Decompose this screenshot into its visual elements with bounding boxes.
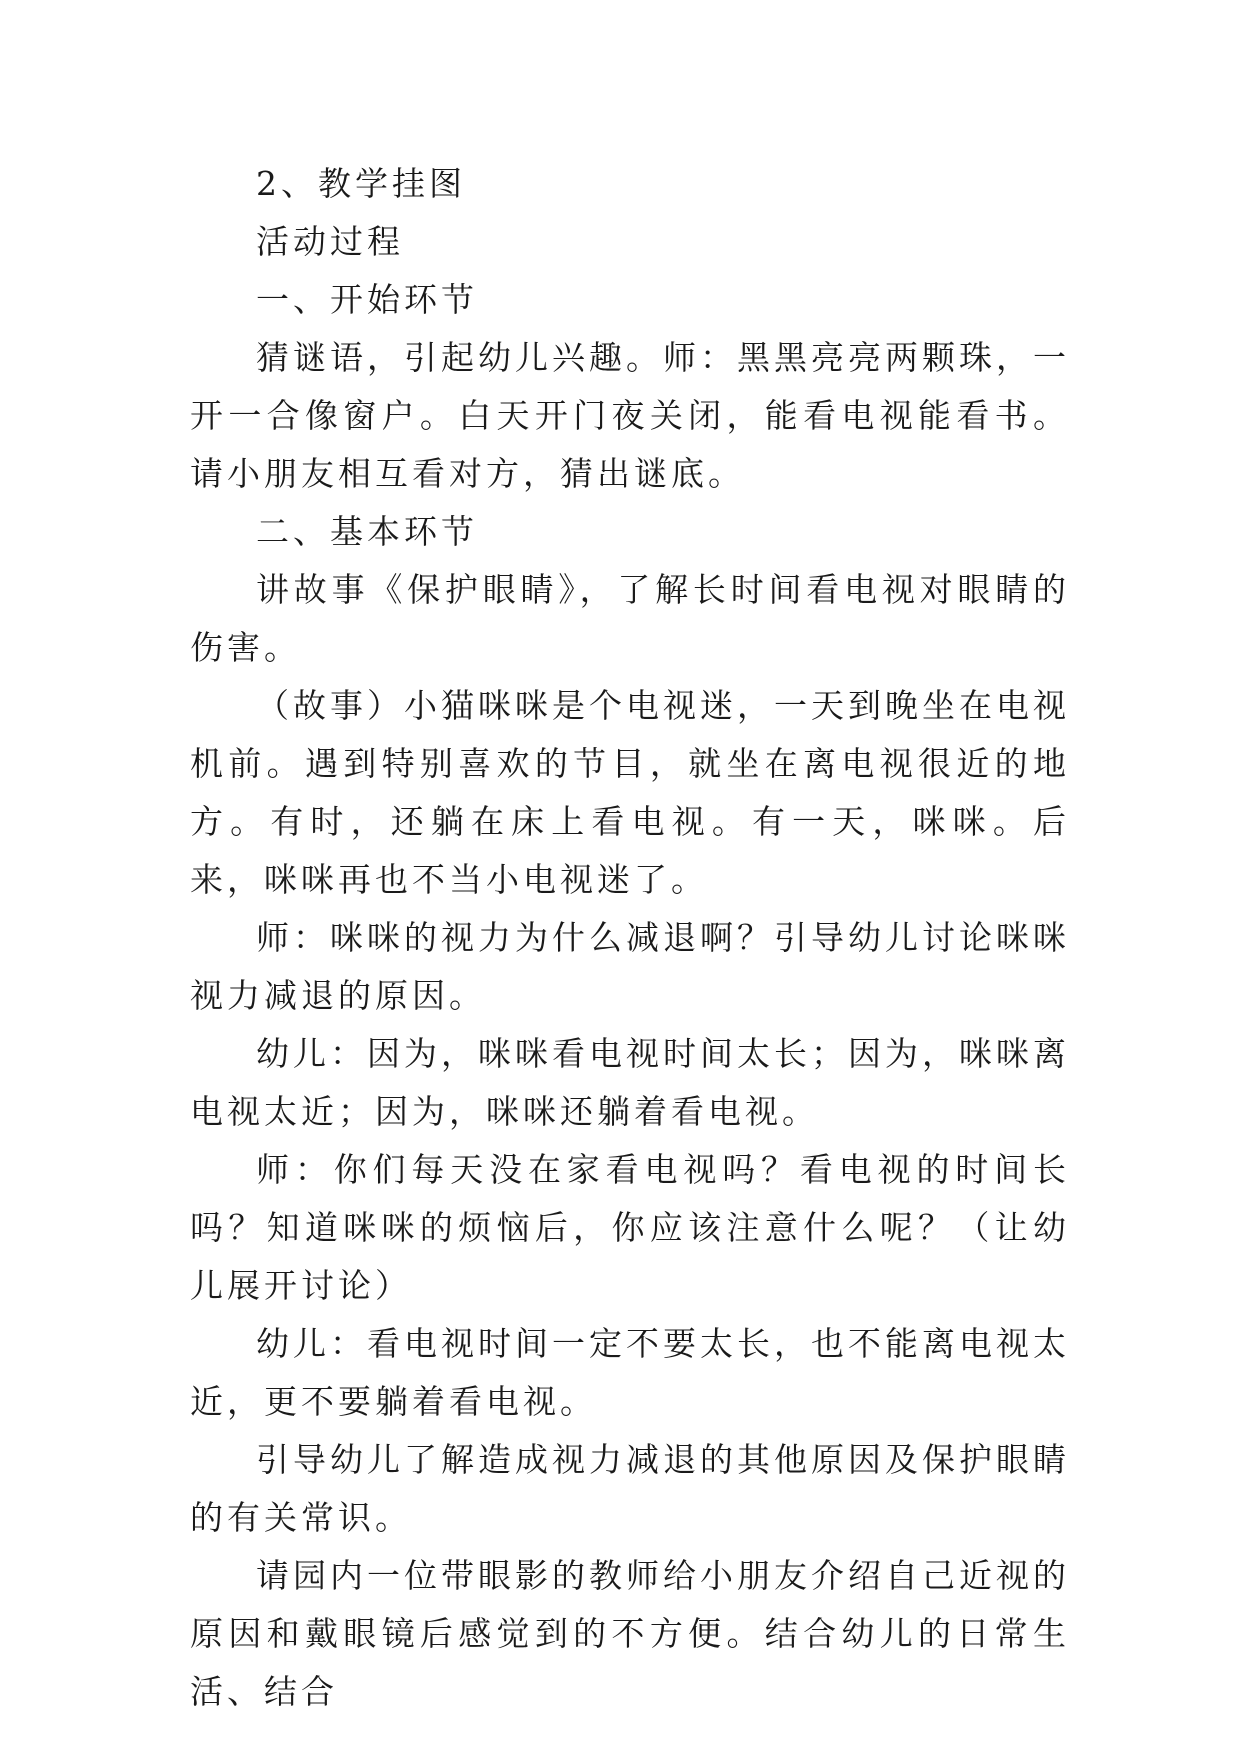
paragraph-riddle: 猜谜语，引起幼儿兴趣。师：黑黑亮亮两颗珠，一开一合像窗户。白天开门夜关闭，能看电视能看书。请小朋友相互看对方，猜出谜底。 (190, 338, 1070, 493)
document-body (190, 155, 1070, 1721)
paragraph-section-title: 活动过程 (256, 222, 404, 261)
paragraph-teacher-example: 请园内一位带眼影的教师给小朋友介绍自己近视的原因和戴眼镜后感觉到的不方便。结合幼儿的日常生活、结合 (190, 1556, 1070, 1711)
paragraph-story-intro: 讲故事《保护眼睛》，了解长时间看电视对眼睛的伤害。 (190, 570, 1070, 667)
paragraph-material-item: 2、教学挂图 (256, 164, 466, 203)
paragraph-story: （故事）小猫咪咪是个电视迷，一天到晚坐在电视机前。遇到特别喜欢的节目，就坐在离电视很近的地方。有时，还躺在床上看电视。有一天，咪咪。后来，咪咪再也不当小电视迷了。 (190, 686, 1070, 899)
paragraph-teacher-question: 师：咪咪的视力为什么减退啊？引导幼儿讨论咪咪视力减退的原因。 (190, 918, 1070, 1015)
paragraph-teacher-discussion: 师：你们每天没在家看电视吗？看电视的时间长吗？知道咪咪的烦恼后，你应该注意什么呢？（让幼儿展开讨论） (190, 1150, 1070, 1305)
paragraph-child-conclusion: 幼儿：看电视时间一定不要太长，也不能离电视太近，更不要躺着看电视。 (190, 1324, 1070, 1421)
paragraph-guidance: 引导幼儿了解造成视力减退的其他原因及保护眼睛的有关常识。 (190, 1440, 1070, 1537)
paragraph-heading-start: 一、开始环节 (256, 280, 478, 319)
paragraph-child-answer: 幼儿：因为，咪咪看电视时间太长；因为，咪咪离电视太近；因为，咪咪还躺着看电视。 (190, 1034, 1070, 1131)
paragraph-heading-basic: 二、基本环节 (256, 512, 478, 551)
